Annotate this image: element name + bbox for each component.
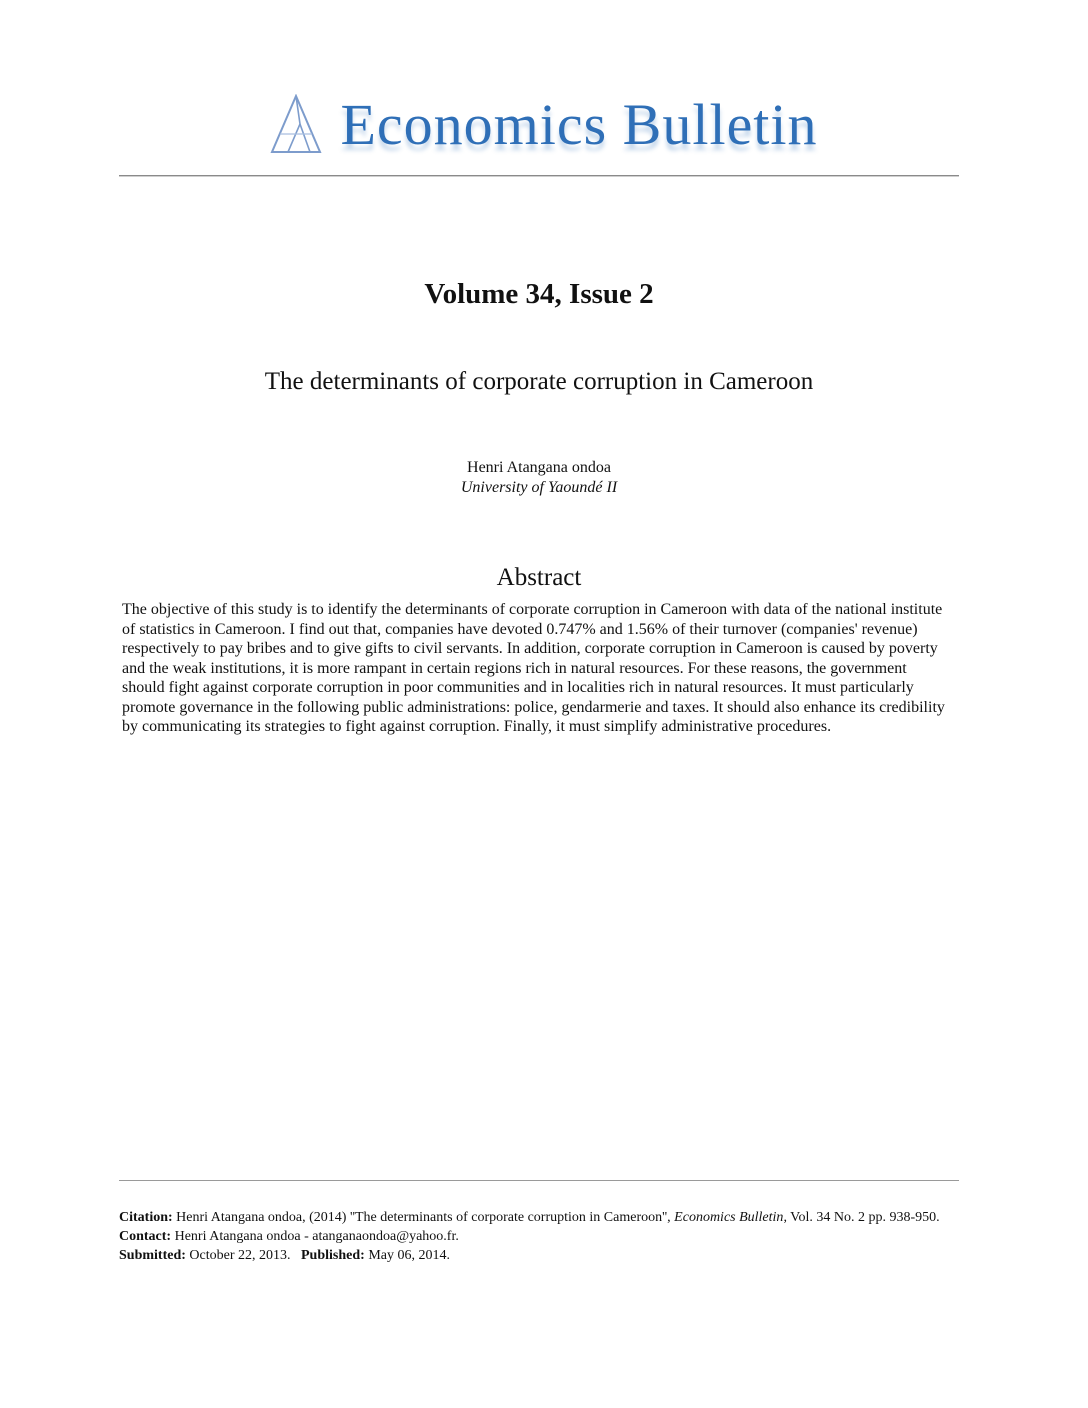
author-name: Henri Atangana ondoa xyxy=(467,459,611,476)
citation-footer xyxy=(119,1208,959,1265)
citation-line xyxy=(119,1208,959,1227)
published-label: Published: xyxy=(301,1248,365,1263)
header-divider xyxy=(119,175,959,177)
journal-masthead xyxy=(0,84,1088,164)
citation-text-end: , Vol. 34 No. 2 pp. 938-950. xyxy=(783,1210,940,1225)
citation-text-start: Henri Atangana ondoa, (2014) ''The determinants of corporate corruption in Cameroon'', xyxy=(172,1210,675,1225)
contact-text: Henri Atangana ondoa - atanganaondoa@yahoo.fr. xyxy=(171,1229,459,1244)
footer-divider xyxy=(119,1180,959,1181)
submitted-date: October 22, 2013. xyxy=(185,1248,291,1263)
published-date: May 06, 2014. xyxy=(364,1248,450,1263)
dates-line xyxy=(119,1246,959,1265)
abstract-body: The objective of this study is to identify the determinants of corporate corruption in Cameroon with data of the national institute of statistics in Cameroon. I find out that, companies have devoted 0.747% and 1.56% of their turnover (companies' revenue) respectively to pay bribes and to give gifts to civil servants. In addition, corporate corruption in Cameroon is caused by poverty and the weak institutions, it is more rampant in certain regions rich in natural resources. For these reasons, the government should fight against corporate corruption in poor communities and in localities rich in natural resources. It must particularly promote governance in the following public administrations: police, gendarmerie and taxes. It should also enhance its credibility by communicating its strategies to fight against corruption. Finally, it must simplify administrative procedures. xyxy=(122,601,945,735)
citation-label: Citation: xyxy=(119,1210,173,1225)
journal-logo-icon xyxy=(270,94,322,154)
volume-issue: Volume 34, Issue 2 xyxy=(424,278,654,310)
journal-name: Economics Bulletin xyxy=(340,91,818,157)
citation-journal: Economics Bulletin xyxy=(674,1210,784,1225)
paper-title: The determinants of corporate corruption in Cameroon xyxy=(264,368,814,395)
contact-line xyxy=(119,1227,959,1246)
contact-label: Contact: xyxy=(119,1229,172,1244)
author-affiliation: University of Yaoundé II xyxy=(460,479,618,496)
abstract-heading: Abstract xyxy=(496,564,582,591)
submitted-label: Submitted: xyxy=(119,1248,186,1263)
